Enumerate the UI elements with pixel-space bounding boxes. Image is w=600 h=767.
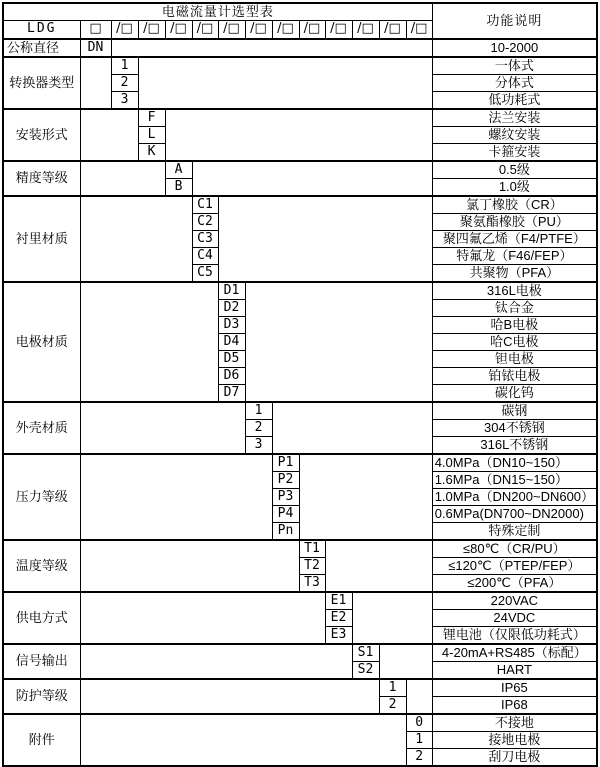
code-cell: P2	[272, 471, 299, 488]
selection-table-body	[3, 3, 597, 766]
category-cell: 外壳材质	[3, 402, 80, 454]
description-cell: 0.5级	[432, 161, 597, 179]
empty-cell	[325, 540, 432, 592]
code-cell: D6	[218, 367, 245, 384]
code-cell: C3	[192, 230, 218, 247]
slash-code-box-icon: /□	[406, 21, 432, 39]
code-cell: P1	[272, 454, 299, 472]
description-cell: 特殊定制	[432, 522, 597, 540]
slash-code-box-icon: /□	[138, 21, 165, 39]
description-cell: 4.0MPa（DN10~150）	[432, 454, 597, 472]
code-cell: E2	[325, 609, 352, 626]
code-cell: S1	[352, 644, 379, 662]
empty-cell	[80, 644, 352, 679]
category-cell: 温度等级	[3, 540, 80, 592]
empty-cell	[80, 109, 138, 161]
category-cell: 防护等级	[3, 679, 80, 714]
code-cell: DN	[80, 39, 111, 57]
empty-cell	[245, 282, 432, 402]
description-cell: 卡箍安装	[432, 143, 597, 161]
description-cell: 一体式	[432, 57, 597, 75]
function-column-header: 功能说明	[432, 3, 597, 39]
description-cell: 1.6MPa（DN15~150）	[432, 471, 597, 488]
description-cell: 聚四氟乙烯（F4/PTFE）	[432, 230, 597, 247]
slash-code-box-icon: /□	[352, 21, 379, 39]
description-cell: 不接地	[432, 714, 597, 732]
code-cell: 1	[111, 57, 138, 75]
description-cell: 1.0级	[432, 178, 597, 196]
description-cell: 氯丁橡胶（CR）	[432, 196, 597, 214]
description-cell: 1.0MPa（DN200~DN600）	[432, 488, 597, 505]
empty-cell	[80, 454, 272, 540]
code-cell: 0	[406, 714, 432, 732]
category-cell: 供电方式	[3, 592, 80, 644]
code-cell: F	[138, 109, 165, 127]
empty-cell	[80, 679, 379, 714]
code-cell: 1	[406, 731, 432, 748]
code-cell: 2	[379, 696, 406, 714]
code-cell: C2	[192, 213, 218, 230]
description-cell: 4-20mA+RS485（标配）	[432, 644, 597, 662]
empty-cell	[80, 714, 406, 766]
description-cell: 分体式	[432, 74, 597, 91]
code-cell: L	[138, 126, 165, 143]
description-cell: IP65	[432, 679, 597, 697]
code-cell: P3	[272, 488, 299, 505]
description-cell: 特氟龙（F46/FEP）	[432, 247, 597, 264]
empty-cell	[80, 196, 192, 282]
slash-code-box-icon: /□	[325, 21, 352, 39]
empty-cell	[80, 282, 218, 402]
description-cell: 316L电极	[432, 282, 597, 300]
code-cell: E3	[325, 626, 352, 644]
code-cell: D4	[218, 333, 245, 350]
description-cell: HART	[432, 661, 597, 679]
title-row	[3, 3, 597, 21]
empty-cell	[218, 196, 432, 282]
description-cell: 碳钢	[432, 402, 597, 420]
empty-cell	[192, 161, 432, 196]
code-cell: 3	[245, 436, 272, 454]
category-cell: 精度等级	[3, 161, 80, 196]
slash-code-box-icon: /□	[192, 21, 218, 39]
slash-code-box-icon: /□	[111, 21, 138, 39]
code-cell: K	[138, 143, 165, 161]
code-cell: D1	[218, 282, 245, 300]
category-cell: 附件	[3, 714, 80, 766]
description-cell: ≤200℃（PFA）	[432, 574, 597, 592]
description-cell: 刮刀电极	[432, 748, 597, 766]
code-cell: Pn	[272, 522, 299, 540]
description-cell: 220VAC	[432, 592, 597, 610]
description-cell: 接地电极	[432, 731, 597, 748]
category-cell: 压力等级	[3, 454, 80, 540]
empty-cell	[352, 592, 432, 644]
description-cell: 316L不锈钢	[432, 436, 597, 454]
code-cell: T1	[299, 540, 325, 558]
empty-cell	[80, 592, 325, 644]
category-cell: 转换器类型	[3, 57, 80, 109]
empty-cell	[80, 540, 299, 592]
description-cell: 铂铱电极	[432, 367, 597, 384]
description-cell: 碳化钨	[432, 384, 597, 402]
description-cell: ≤80℃（CR/PU）	[432, 540, 597, 558]
description-cell: 钛合金	[432, 299, 597, 316]
model-prefix-label: LDG	[3, 21, 80, 39]
empty-cell	[379, 644, 432, 679]
empty-cell	[272, 402, 432, 454]
slash-code-box-icon: /□	[245, 21, 272, 39]
code-cell: C4	[192, 247, 218, 264]
description-cell: 0.6MPa(DN700~DN2000)	[432, 505, 597, 522]
description-cell: 10-2000	[432, 39, 597, 57]
description-cell: 哈B电极	[432, 316, 597, 333]
code-cell: D5	[218, 350, 245, 367]
code-cell: 1	[245, 402, 272, 420]
description-cell: 24VDC	[432, 609, 597, 626]
category-cell: 公称直径	[3, 39, 80, 57]
empty-cell	[80, 57, 111, 109]
category-cell: 安装形式	[3, 109, 80, 161]
code-cell: D7	[218, 384, 245, 402]
code-cell: S2	[352, 661, 379, 679]
code-cell: A	[165, 161, 192, 179]
slash-code-box-icon: /□	[272, 21, 299, 39]
description-cell: ≤120℃（PTEP/FEP）	[432, 557, 597, 574]
empty-cell	[299, 454, 432, 540]
code-cell: 3	[111, 91, 138, 109]
description-cell: 螺纹安装	[432, 126, 597, 143]
description-cell: 低功耗式	[432, 91, 597, 109]
code-cell: D3	[218, 316, 245, 333]
description-cell: 钽电极	[432, 350, 597, 367]
empty-cell	[80, 161, 165, 196]
code-cell: B	[165, 178, 192, 196]
empty-cell	[165, 109, 432, 161]
description-cell: 法兰安装	[432, 109, 597, 127]
empty-cell	[138, 57, 432, 109]
slash-code-box-icon: /□	[379, 21, 406, 39]
empty-cell	[406, 679, 432, 714]
category-cell: 信号输出	[3, 644, 80, 679]
code-cell: T2	[299, 557, 325, 574]
category-cell: 电极材质	[3, 282, 80, 402]
code-cell: E1	[325, 592, 352, 610]
empty-cell	[80, 402, 245, 454]
slash-code-box-icon: /□	[299, 21, 325, 39]
code-cell: D2	[218, 299, 245, 316]
description-cell: 共聚物（PFA）	[432, 264, 597, 282]
code-box-icon: □	[80, 21, 111, 39]
code-cell: C1	[192, 196, 218, 214]
description-cell: 聚氨酯橡胶（PU）	[432, 213, 597, 230]
selection-table	[2, 2, 598, 767]
description-cell: 锂电池（仅限低功耗式）	[432, 626, 597, 644]
code-cell: T3	[299, 574, 325, 592]
code-cell: 1	[379, 679, 406, 697]
code-cell: C5	[192, 264, 218, 282]
page-title: 电磁流量计选型表	[3, 3, 432, 21]
slash-code-box-icon: /□	[218, 21, 245, 39]
category-cell: 衬里材质	[3, 196, 80, 282]
code-cell: 2	[111, 74, 138, 91]
code-cell: P4	[272, 505, 299, 522]
code-cell: 2	[245, 419, 272, 436]
description-cell: 哈C电极	[432, 333, 597, 350]
description-cell: IP68	[432, 696, 597, 714]
slash-code-box-icon: /□	[165, 21, 192, 39]
code-cell: 2	[406, 748, 432, 766]
empty-cell	[111, 39, 432, 57]
description-cell: 304不锈钢	[432, 419, 597, 436]
